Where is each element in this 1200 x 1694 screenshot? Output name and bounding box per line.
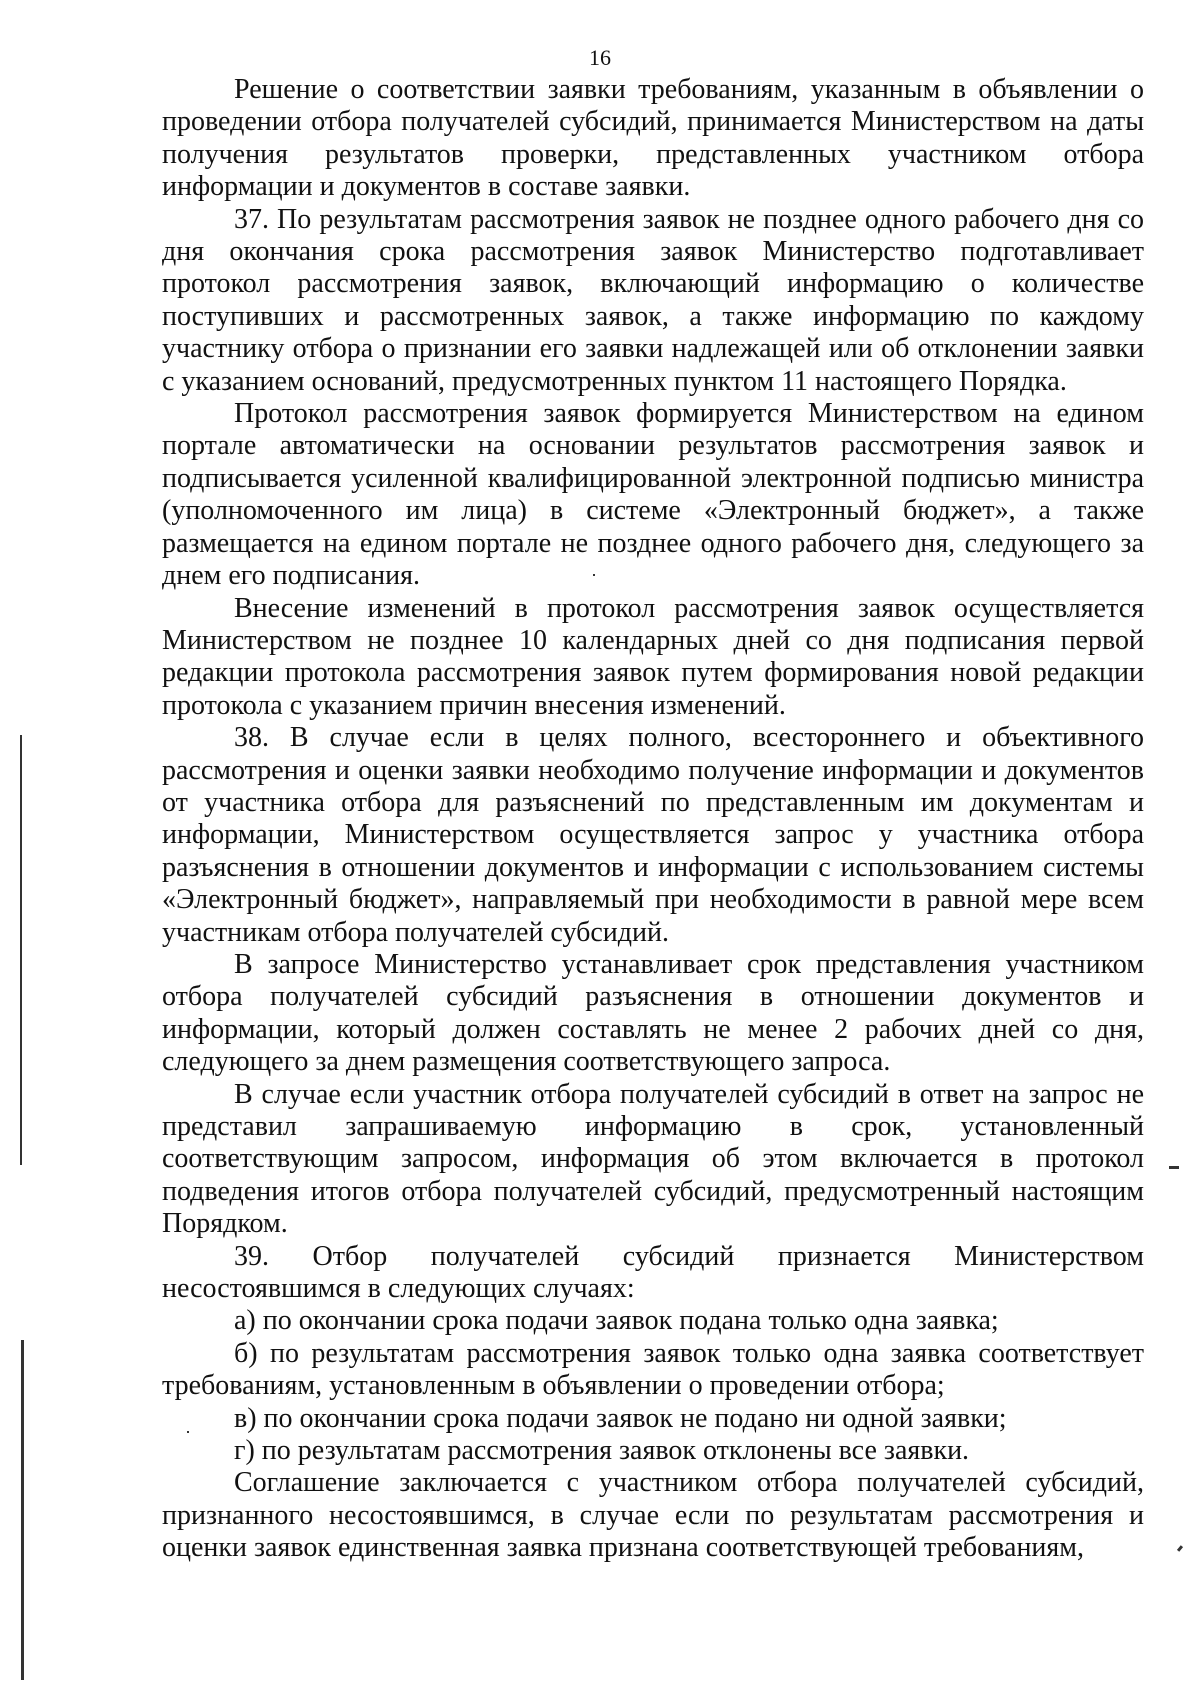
list-item-g: г) по результатам рассмотрения заявок отклонены все заявки.: [234, 1435, 970, 1467]
paragraph-request-deadline: В запросе Министерство устанавливает срок представления участником отбора получателей субсидий разъяснения в отношении документов и информации, который должен составлять не менее 2 рабочих дней со дня, следующего за днем размещения соответствующего запроса.: [162, 948, 1144, 1078]
paragraph-38: 38. В случае если в целях полного, всестороннего и объективного рассмотрения и оценки заявки необходимо получение информации и документов от участника отбора для разъяснений по представленным им документам и информации, Министерством осуществляется запрос у участника отбора разъяснения в отношении документов и информации с использованием системы «Электронный бюджет», направляемый при необходимости в равной мере всем участникам отбора получателей субсидий.: [162, 722, 1144, 948]
scan-speck: [593, 574, 595, 576]
scan-edge-mark: [21, 1340, 24, 1680]
paragraph-protocol-changes: Внесение изменений в протокол рассмотрения заявок осуществляется Министерством не позднее 10 календарных дней со дня подписания первой редакции протокола рассмотрения заявок путем формирования новой редакции протокола с указанием причин внесения изменений.: [162, 592, 1144, 721]
paragraph-no-response: В случае если участник отбора получателей субсидий в ответ на запрос не представил запрашиваемую информацию в срок, установленный соответствующим запросом, информация об этом включается в протокол подведения итогов отбора получателей субсидий, предусмотренный настоящим Порядком.: [162, 1078, 1144, 1240]
list-item-v: в) по окончании срока подачи заявок не подано ни одной заявки;: [234, 1402, 1007, 1434]
scan-speck: [1169, 1166, 1179, 1169]
scan-edge-mark: [20, 735, 22, 1165]
paragraph-decision: Решение о соответствии заявки требованиям, указанным в объявлении о проведении отбора получателей субсидий, принимается Министерством на даты получения результатов проверки, представленных участником отбора информации и документов в составе заявки.: [162, 74, 1144, 203]
paragraph-37: 37. По результатам рассмотрения заявок не позднее одного рабочего дня со дня окончания срока рассмотрения заявок Министерство подготавливает протокол рассмотрения заявок, включающий информацию о количестве поступивших и рассмотренных заявок, а также информацию по каждому участнику отбора о признании его заявки надлежащей или об отклонении заявки с указанием оснований, предусмотренных пунктом 11 настоящего Порядка.: [162, 203, 1144, 397]
scan-speck: [187, 1431, 189, 1433]
paragraph-39: 39. Отбор получателей субсидий признается Министерством несостоявшимся в следующих случаях:: [162, 1240, 1144, 1305]
list-item-b: б) по результатам рассмотрения заявок только одна заявка соответствует требованиям, установленным в объявлении о проведении отбора;: [162, 1337, 1144, 1402]
list-item-a: а) по окончании срока подачи заявок подана только одна заявка;: [234, 1305, 999, 1337]
page-number: 16: [589, 45, 611, 70]
paragraph-protocol: Протокол рассмотрения заявок формируется Министерством на едином портале автоматически на основании результатов рассмотрения заявок и подписывается усиленной квалифицированной электронной подписью министра (уполномоченного им лица) в системе «Электронный бюджет», а также размещается на едином портале не позднее одного рабочего дня, следующего за днем его подписания.: [162, 398, 1144, 592]
scan-speck: [1177, 1545, 1183, 1552]
paragraph-agreement: Соглашение заключается с участником отбора получателей субсидий, признанного несостоявшимся, в случае если по результатам рассмотрения и оценки заявок единственная заявка признана соответствующей требованиям,: [162, 1467, 1144, 1564]
document-body: [162, 74, 1144, 1565]
